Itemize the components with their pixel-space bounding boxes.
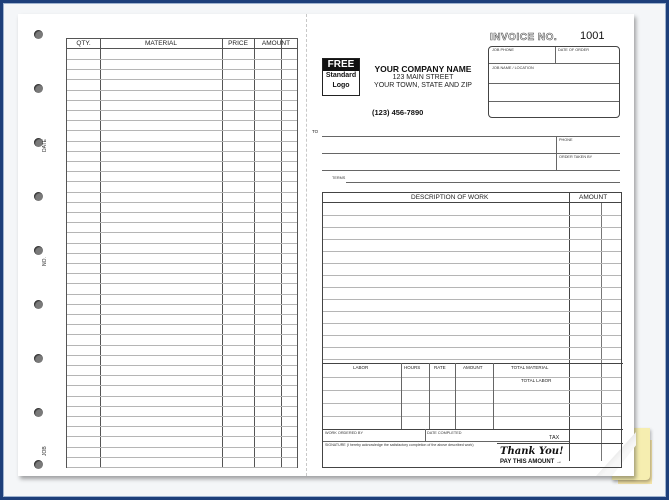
- rate-col: RATE: [434, 365, 446, 370]
- binder-hole: [34, 192, 43, 201]
- ruled-row: [67, 365, 297, 366]
- ruled-row: [67, 355, 297, 356]
- ruled-row: [323, 335, 621, 336]
- binder-hole: [34, 300, 43, 309]
- table-divider: [569, 193, 570, 461]
- to-divider: [556, 136, 557, 170]
- ruled-row: [67, 345, 297, 346]
- col-amount: AMOUNT: [261, 40, 291, 47]
- ruled-row: [67, 334, 297, 335]
- order-taken-by-label: ORDER TAKEN BY: [559, 155, 593, 159]
- labor-divider: [493, 363, 494, 429]
- ruled-row: [323, 323, 621, 324]
- material-grid: [66, 38, 298, 468]
- ruled-row: [323, 251, 621, 252]
- ruled-row: [323, 299, 621, 300]
- labor-divider: [429, 363, 430, 429]
- perforation-line: [306, 14, 307, 476]
- labor-divider: [401, 363, 402, 429]
- ruled-row: [323, 287, 621, 288]
- ruled-row: [67, 192, 297, 193]
- ruled-row: [67, 110, 297, 111]
- ruled-row: [67, 436, 297, 437]
- binder-hole: [34, 460, 43, 469]
- company-logo: [322, 58, 360, 96]
- binder-hole: [34, 354, 43, 363]
- ruled-row: [67, 426, 297, 427]
- ruled-row: [323, 377, 621, 378]
- order-divider: [425, 429, 426, 441]
- ruled-row: [67, 232, 297, 233]
- ruled-row: [323, 403, 621, 404]
- ruled-row: [323, 416, 621, 417]
- ruled-row: [67, 416, 297, 417]
- ruled-row: [67, 79, 297, 80]
- side-label-no: NO.: [42, 257, 48, 266]
- ruled-row: [323, 275, 621, 276]
- amount-col-title: AMOUNT: [579, 194, 608, 201]
- company-phone: (123) 456-7890: [372, 108, 424, 117]
- thank-you-text: Thank You!: [500, 446, 564, 457]
- ruled-row: [67, 263, 297, 264]
- ruled-row: [67, 120, 297, 121]
- box-divider: [489, 63, 619, 64]
- box-divider: [555, 47, 556, 63]
- ruled-row: [67, 447, 297, 448]
- ruled-row: [67, 467, 297, 468]
- ruled-row: [323, 263, 621, 264]
- date-completed-label: DATE COMPLETED: [427, 431, 462, 435]
- labor-amount-col: AMOUNT: [463, 365, 483, 370]
- binder-hole: [34, 84, 43, 93]
- ruled-row: [67, 202, 297, 203]
- ruled-row: [67, 243, 297, 244]
- ruled-row: [67, 273, 297, 274]
- company-town: YOUR TOWN, STATE AND ZIP: [374, 82, 472, 89]
- ruled-row: [67, 100, 297, 101]
- description-table: [322, 192, 622, 468]
- to-line: [322, 136, 620, 137]
- to-label: TO: [312, 129, 319, 134]
- ruled-row: [67, 253, 297, 254]
- ruled-row: [67, 181, 297, 182]
- ruled-row: [67, 375, 297, 376]
- ruled-row: [67, 212, 297, 213]
- phone-label: PHONE: [559, 138, 573, 142]
- col-qty: QTY.: [76, 40, 91, 47]
- ruled-row: [323, 311, 621, 312]
- ruled-row: [67, 324, 297, 325]
- tax-label: TAX: [549, 435, 560, 441]
- job-name-label: JOB NAME / LOCATION: [492, 66, 534, 70]
- tax-line: [497, 443, 623, 444]
- col-price: PRICE: [228, 40, 248, 47]
- company-name: YOUR COMPANY NAME: [374, 64, 472, 74]
- labor-divider: [455, 363, 456, 429]
- company-block: [368, 64, 478, 90]
- ruled-row: [323, 390, 621, 391]
- table-divider: [601, 203, 602, 461]
- signature-top: [323, 441, 569, 442]
- ruled-row: [67, 161, 297, 162]
- labor-col: LABOR: [353, 365, 369, 370]
- side-label-job: JOB: [42, 446, 48, 456]
- labor-bottom: [323, 429, 623, 430]
- to-line: [322, 153, 620, 154]
- ruled-row: [323, 227, 621, 228]
- work-ordered-by-label: WORK ORDERED BY: [325, 431, 363, 435]
- ruled-row: [67, 130, 297, 131]
- date-of-order-label: DATE OF ORDER: [558, 48, 589, 52]
- company-street: 123 MAIN STREET: [392, 74, 454, 81]
- job-info-box: [488, 46, 620, 118]
- labor-top: [323, 363, 623, 364]
- pay-this-amount: PAY THIS AMOUNT →: [500, 459, 563, 465]
- ruled-row: [67, 171, 297, 172]
- box-divider: [489, 101, 619, 102]
- total-material-label: TOTAL MATERIAL: [511, 365, 549, 370]
- side-label-date: DATE: [42, 139, 48, 152]
- terms-label: TERMS: [332, 176, 346, 180]
- ruled-row: [67, 69, 297, 70]
- ruled-row: [67, 90, 297, 91]
- ruled-row: [323, 239, 621, 240]
- box-divider: [489, 83, 619, 84]
- col-material: MATERIAL: [144, 40, 178, 47]
- terms-line: [346, 182, 620, 183]
- ruled-row: [323, 347, 621, 348]
- ruled-row: [67, 457, 297, 458]
- material-grid-header: [67, 39, 297, 49]
- logo-free: FREE: [323, 59, 359, 71]
- invoice-number: 1001: [580, 30, 605, 42]
- ruled-row: [67, 396, 297, 397]
- binder-hole: [34, 408, 43, 417]
- invoice-title: INVOICE NO.: [490, 32, 558, 43]
- desc-col-title: DESCRIPTION OF WORK: [411, 194, 489, 201]
- ruled-row: [67, 59, 297, 60]
- ruled-row: [67, 141, 297, 142]
- ruled-row: [67, 151, 297, 152]
- total-labor-label: TOTAL LABOR: [521, 378, 552, 383]
- binder-hole: [34, 30, 43, 39]
- ruled-row: [67, 406, 297, 407]
- binder-hole: [34, 246, 43, 255]
- signature-label: SIGNATURE (I hereby acknowledge the satisfactory completion of the above described work): [325, 443, 474, 447]
- ruled-row: [67, 283, 297, 284]
- ruled-row: [67, 385, 297, 386]
- logo-text: Standard Logo: [325, 72, 357, 89]
- ruled-row: [323, 215, 621, 216]
- description-header: [323, 193, 621, 203]
- ruled-row: [67, 222, 297, 223]
- hours-col: HOURS: [404, 365, 421, 370]
- ruled-row: [67, 314, 297, 315]
- job-phone-label: JOB PHONE: [492, 48, 514, 52]
- ruled-row: [323, 359, 621, 360]
- ruled-row: [67, 304, 297, 305]
- to-line: [322, 170, 620, 171]
- ruled-row: [67, 294, 297, 295]
